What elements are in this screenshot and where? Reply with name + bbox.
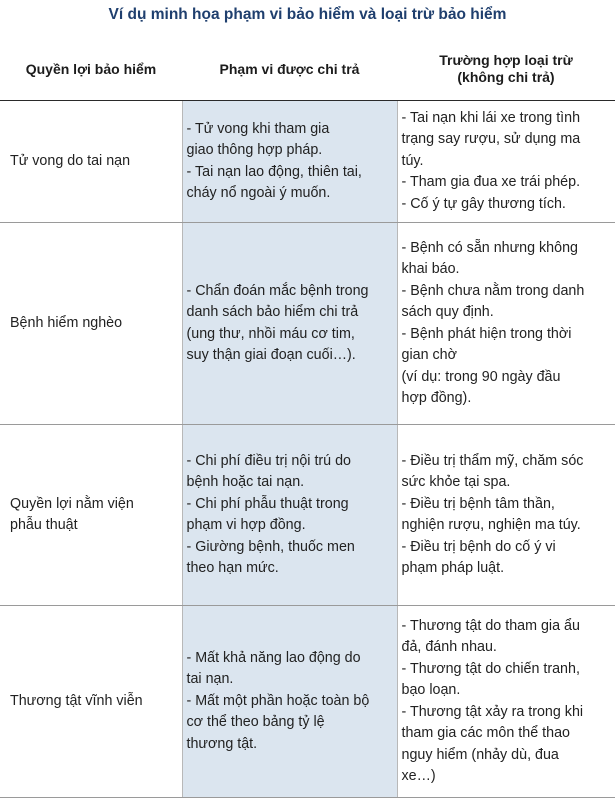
cell-text-line: - Điều trị thẩm mỹ, chăm sóc <box>401 452 584 469</box>
cell-text-line: - Điều trị bệnh tâm thần, <box>401 495 555 512</box>
cell-text-line: - Bệnh chưa nằm trong danh <box>401 282 585 299</box>
cell-text-line: tai nạn. <box>186 671 234 688</box>
header-benefit: Quyền lợi bảo hiểm <box>0 38 182 101</box>
cell-text-line: Thương tật vĩnh viễn <box>10 692 143 709</box>
exclusion-cell <box>397 223 615 425</box>
cell-text-line: theo hạn mức. <box>186 560 279 576</box>
header-exclusion-line2: (không chi trả) <box>457 69 555 85</box>
cell-text-line: - Cố ý tự gây thương tích. <box>401 195 566 212</box>
cell-text-line: nghiện rượu, nghiện ma túy. <box>401 517 581 533</box>
cell-text-line: - Tử vong khi tham gia <box>186 120 330 137</box>
cell-text-line: túy. <box>401 152 424 169</box>
table-row <box>0 425 615 606</box>
cell-text-line: danh sách bảo hiểm chi trả <box>186 304 359 320</box>
header-coverage: Phạm vi được chi trả <box>182 38 397 101</box>
coverage-cell <box>182 606 397 798</box>
cell-text-line: nguy hiểm (nhảy dù, đua <box>401 746 559 763</box>
coverage-cell <box>182 101 397 223</box>
table-row <box>0 606 615 798</box>
cell-text-line: giao thông hợp pháp. <box>186 142 323 158</box>
cell-text-line: (ví dụ: trong 90 ngày đầu <box>401 368 561 385</box>
cell-text-line: hợp đồng). <box>401 390 472 406</box>
exclusion-cell <box>397 101 615 223</box>
cell-text-line: - Chẩn đoán mắc bệnh trong <box>186 282 369 299</box>
cell-text-line: - Bệnh phát hiện trong thời <box>401 325 572 342</box>
cell-text-line: thương tật. <box>186 735 258 752</box>
cell-text-line: khai báo. <box>401 261 460 277</box>
cell-text-line: gian chờ <box>401 347 457 363</box>
cell-text-line: - Tai nạn lao động, thiên tai, <box>186 163 362 180</box>
cell-text-line: tham gia các môn thể thao <box>401 725 570 741</box>
cell-text-line: trạng say rượu, sử dụng ma <box>401 131 581 148</box>
cell-text-line: bạo loạn. <box>401 682 461 698</box>
cell-text-line: - Giường bệnh, thuốc men <box>186 538 355 555</box>
exclusion-cell <box>397 606 615 798</box>
cell-text-line: - Điều trị bệnh do cố ý vi <box>401 538 556 555</box>
cell-text-line: - Thương tật do tham gia ẩu <box>401 617 580 634</box>
cell-text-line: Tử vong do tai nạn <box>10 152 131 169</box>
cell-text-line: - Chi phí phẫu thuật trong <box>186 495 349 512</box>
page-title: Ví dụ minh họa phạm vi bảo hiểm và loại trừ bảo hiểm <box>108 6 507 23</box>
header-exclusion-line1: Trường hợp loại trừ <box>439 52 573 68</box>
cell-text-line: Quyền lợi nằm viện <box>10 495 134 512</box>
cell-text-line: Bệnh hiểm nghèo <box>10 314 123 331</box>
insurance-table <box>0 38 615 798</box>
cell-text-line: cháy nổ ngoài ý muốn. <box>186 185 331 201</box>
coverage-cell <box>182 223 397 425</box>
cell-text-line: - Tham gia đua xe trái phép. <box>401 174 581 191</box>
cell-text-line: (ung thư, nhồi máu cơ tim, <box>186 325 355 342</box>
cell-text-line: bệnh hoặc tai nạn. <box>186 474 305 490</box>
cell-text-line: sách quy định. <box>401 304 494 320</box>
cell-text-line: - Mất khả năng lao động do <box>186 649 361 666</box>
cell-text-line: đả, đánh nhau. <box>401 639 497 655</box>
cell-text-line: - Tai nạn khi lái xe trong tình <box>401 109 581 126</box>
cell-text-line: xe…) <box>401 768 436 784</box>
benefit-cell <box>0 606 182 798</box>
cell-text-line: cơ thể theo bảng tỷ lệ <box>186 714 325 731</box>
exclusion-cell <box>397 425 615 606</box>
table-header-row <box>0 38 615 101</box>
benefit-cell <box>0 425 182 606</box>
cell-text-line: - Thương tật do chiến tranh, <box>401 660 580 677</box>
cell-text-line: sức khỏe tại spa. <box>401 474 511 490</box>
cell-text-line: suy thận giai đoạn cuối…). <box>186 347 356 363</box>
cell-text-line: phạm pháp luật. <box>401 560 505 576</box>
cell-text-line: - Mất một phần hoặc toàn bộ <box>186 692 370 709</box>
table-row <box>0 223 615 425</box>
cell-text-line: - Chi phí điều trị nội trú do <box>186 452 351 469</box>
coverage-cell <box>182 425 397 606</box>
cell-text-line: - Thương tật xảy ra trong khi <box>401 703 584 720</box>
header-exclusion <box>397 38 615 101</box>
benefit-cell <box>0 223 182 425</box>
cell-text-line: phạm vi hợp đồng. <box>186 517 306 533</box>
benefit-cell <box>0 101 182 223</box>
cell-text-line: phẫu thuật <box>10 517 78 533</box>
table-row <box>0 101 615 223</box>
cell-text-line: - Bệnh có sẵn nhưng không <box>401 239 578 256</box>
